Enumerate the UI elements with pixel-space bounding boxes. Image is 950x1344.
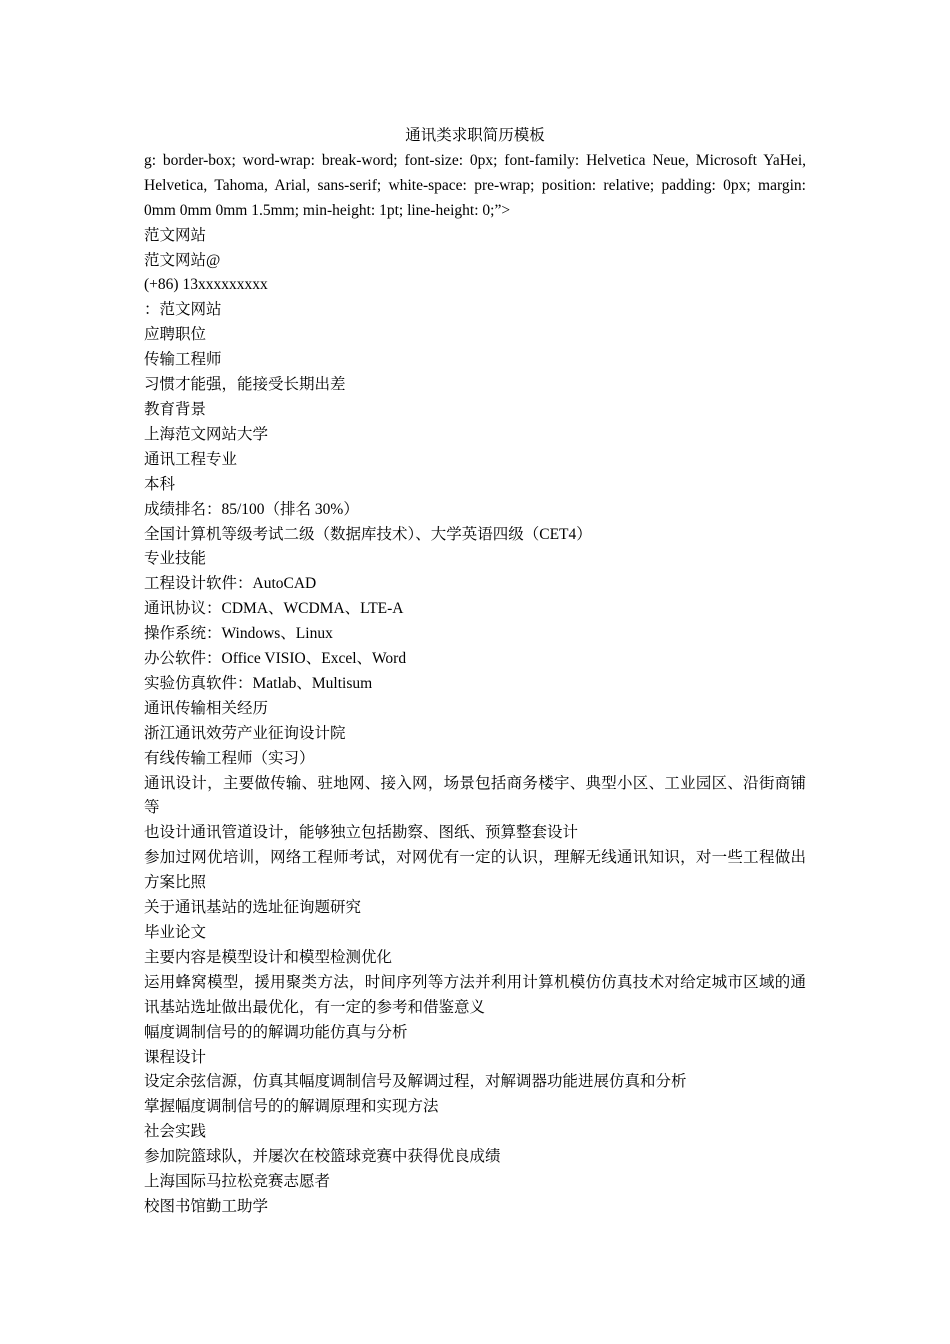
skill-item: 办公软件：Office VISIO、Excel、Word <box>144 650 407 668</box>
education-certificates: 全国计算机等级考试二级（数据库技术）、大学英语四级（CET4） <box>144 525 592 543</box>
skill-item: 工程设计软件：AutoCAD <box>144 575 317 593</box>
section-heading-experience: 通讯传输相关经历 <box>144 699 269 717</box>
project-detail: 运用蜂窝模型，援用聚类方法，时间序列等方法并利用计算机模仿仿真技术对给定城市区域的通讯基站选址做出最优化，有一定的参考和借鉴意义 <box>144 973 806 1016</box>
contact-phone: (+86) 13xxxxxxxxx <box>144 276 268 294</box>
education-major: 通讯工程专业 <box>144 450 238 468</box>
contact-email: 范文网站@ <box>144 251 221 269</box>
project-type: 课程设计 <box>144 1048 207 1066</box>
education-degree: 本科 <box>144 475 176 493</box>
education-ranking: 成绩排名：85/100（排名 30%） <box>144 500 359 518</box>
position-title: 传输工程师 <box>144 351 222 369</box>
skill-item: 通讯协议：CDMA、WCDMA、LTE-A <box>144 600 404 618</box>
social-item: 上海国际马拉松竞赛志愿者 <box>144 1173 331 1191</box>
project-title: 幅度调制信号的的解调功能仿真与分析 <box>144 1023 408 1041</box>
css-fragment-text: g: border-box; word-wrap: break-word; font-size: 0px; font-family: Helvetica Neue, Microsoft YaHei, Helvetica, Tahoma, Arial, sans-serif; white-space: pre-wrap; position: relative; padding: 0px; margin: 0mm 0mm 0mm 1.5mm; min-height: 1pt; line-height: 0;”> <box>144 151 806 219</box>
experience-company: 浙江通讯效劳产业征询设计院 <box>144 724 346 742</box>
section-heading-education: 教育背景 <box>144 400 207 418</box>
experience-detail: 通讯设计，主要做传输、驻地网、接入网，场景包括商务楼宇、典型小区、工业园区、沿街商铺等 <box>144 774 806 817</box>
experience-detail: 参加过网优培训，网络工程师考试，对网优有一定的认识，理解无线通讯知识，对一些工程做出方案比照 <box>144 849 806 892</box>
section-heading-social: 社会实践 <box>144 1123 207 1141</box>
skill-item: 操作系统：Windows、Linux <box>144 625 333 643</box>
project-detail: 掌握幅度调制信号的的解调原理和实现方法 <box>144 1098 439 1116</box>
project-detail: 设定余弦信源，仿真其幅度调制信号及解调过程，对解调器功能进展仿真和分析 <box>144 1073 687 1091</box>
education-school: 上海范文网站大学 <box>144 425 269 443</box>
position-note: 习惯才能强，能接受长期出差 <box>144 376 346 394</box>
project-type: 毕业论文 <box>144 924 207 941</box>
contact-name: 范文网站 <box>144 226 207 244</box>
social-item: 校图书馆勤工助学 <box>144 1197 269 1215</box>
section-heading-skills: 专业技能 <box>144 550 207 568</box>
document-title: 通讯类求职简历模板 <box>405 127 545 144</box>
document-page <box>144 124 806 1220</box>
experience-detail: 也设计通讯管道设计，能够独立包括勘察、图纸、预算整套设计 <box>144 824 579 842</box>
contact-other: ：范文网站 <box>144 301 222 319</box>
skill-item: 实验仿真软件：Matlab、Multisum <box>144 674 373 692</box>
social-item: 参加院篮球队，并屡次在校篮球竞赛中获得优良成绩 <box>144 1148 501 1166</box>
section-heading-position: 应聘职位 <box>144 326 207 344</box>
project-detail: 主要内容是模型设计和模型检测优化 <box>144 948 393 966</box>
project-title: 关于通讯基站的选址征询题研究 <box>144 899 362 917</box>
experience-role: 有线传输工程师（实习） <box>144 749 315 767</box>
